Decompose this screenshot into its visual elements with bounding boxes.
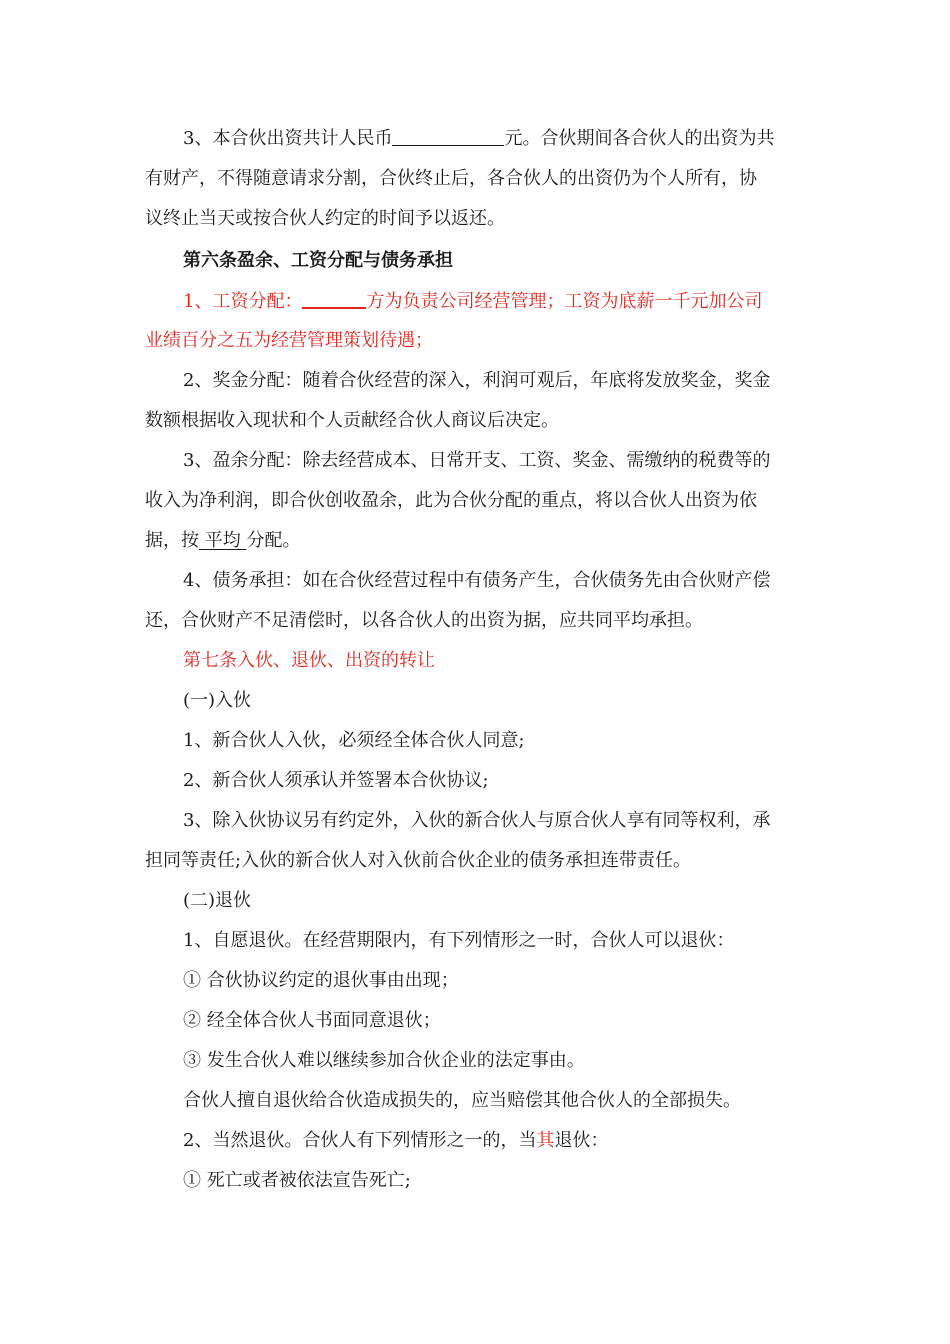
- debt-line-1: 4、债务承担：如在合伙经营过程中有债务产生，合伙债务先由合伙财产偿: [183, 570, 771, 591]
- join-item-2: 2、新合伙人须承认并签署本合伙协议;: [183, 770, 489, 791]
- article-7-heading: 第七条入伙、退伙、出资的转让: [183, 650, 435, 671]
- surplus-line-1: 3、盈余分配：除去经营成本、日常开支、工资、奖金、需缴纳的税费等的: [183, 450, 771, 471]
- quit-title: (二)退伙: [183, 890, 252, 911]
- quit-loss-clause: 合伙人擅自退伙给合伙造成损失的，应当赔偿其他合伙人的全部损失。: [183, 1090, 741, 1111]
- join-item-1: 1、新合伙人入伙，必须经全体合伙人同意;: [183, 730, 525, 751]
- paragraph-capital-line-1: [183, 127, 848, 151]
- wage-line-2: 业绩百分之五为经营管理策划待遇；: [145, 330, 433, 351]
- quit-condition-2: ② 经全体合伙人书面同意退伙；: [183, 1010, 441, 1031]
- amount-blank: [392, 127, 504, 146]
- voluntary-quit: 1、自愿退伙。在经营期限内，有下列情形之一时，合伙人可以退伙：: [183, 930, 735, 951]
- join-item-3-line-1: 3、除入伙协议另有约定外，入伙的新合伙人与原合伙人享有同等权利，承: [183, 810, 771, 831]
- text: 退伙：: [554, 1130, 609, 1151]
- quit-condition-1: ① 合伙协议约定的退伙事由出现；: [183, 970, 459, 991]
- bonus-line-1: 2、奖金分配：随着合伙经营的深入，利润可观后，年底将发放奖金，奖金: [183, 370, 771, 391]
- join-item-3-line-2: 担同等责任;入伙的新合伙人对入伙前合伙企业的债务承担连带责任。: [145, 850, 692, 871]
- party-blank: [302, 289, 366, 309]
- wage-line-1: [183, 289, 848, 314]
- paragraph-capital-line-3: 议终止当天或按合伙人约定的时间予以返还。: [145, 208, 505, 229]
- bonus-line-2: 数额根据收入现状和个人贡献经合伙人商议后决定。: [145, 410, 559, 431]
- text: 方为负责公司经营管理；工资为底薪一千元加公司: [366, 291, 763, 312]
- text: 据，按: [145, 530, 199, 551]
- text: 3、本合伙出资共计人民币: [183, 128, 393, 149]
- underlined-term: 平均: [199, 530, 247, 551]
- surplus-line-2: 收入为净利润，即合伙创收盈余，此为合伙分配的重点，将以合伙人出资为依: [145, 490, 757, 511]
- text: 元。合伙期间各合伙人的出资为共: [504, 128, 775, 149]
- quit-condition-3: ③ 发生合伙人难以继续参加合伙企业的法定事由。: [183, 1050, 585, 1071]
- surplus-line-3: [145, 529, 810, 553]
- join-title: (一)入伙: [183, 690, 252, 711]
- highlighted-word: 其: [536, 1130, 555, 1151]
- natural-quit: [183, 1129, 848, 1153]
- debt-line-2: 还，合伙财产不足清偿时，以各合伙人的出资为据，应共同平均承担。: [145, 610, 703, 631]
- text: 1、工资分配：: [183, 291, 303, 312]
- article-6-heading: 第六条盈余、工资分配与债务承担: [183, 250, 453, 271]
- natural-quit-condition-1: ① 死亡或者被依法宣告死亡;: [183, 1170, 411, 1191]
- paragraph-capital-line-2: 有财产，不得随意请求分割，合伙终止后，各合伙人的出资仍为个人所有，协: [145, 168, 757, 189]
- text: 分配。: [246, 530, 301, 551]
- text: 2、当然退伙。合伙人有下列情形之一的，当: [183, 1130, 537, 1151]
